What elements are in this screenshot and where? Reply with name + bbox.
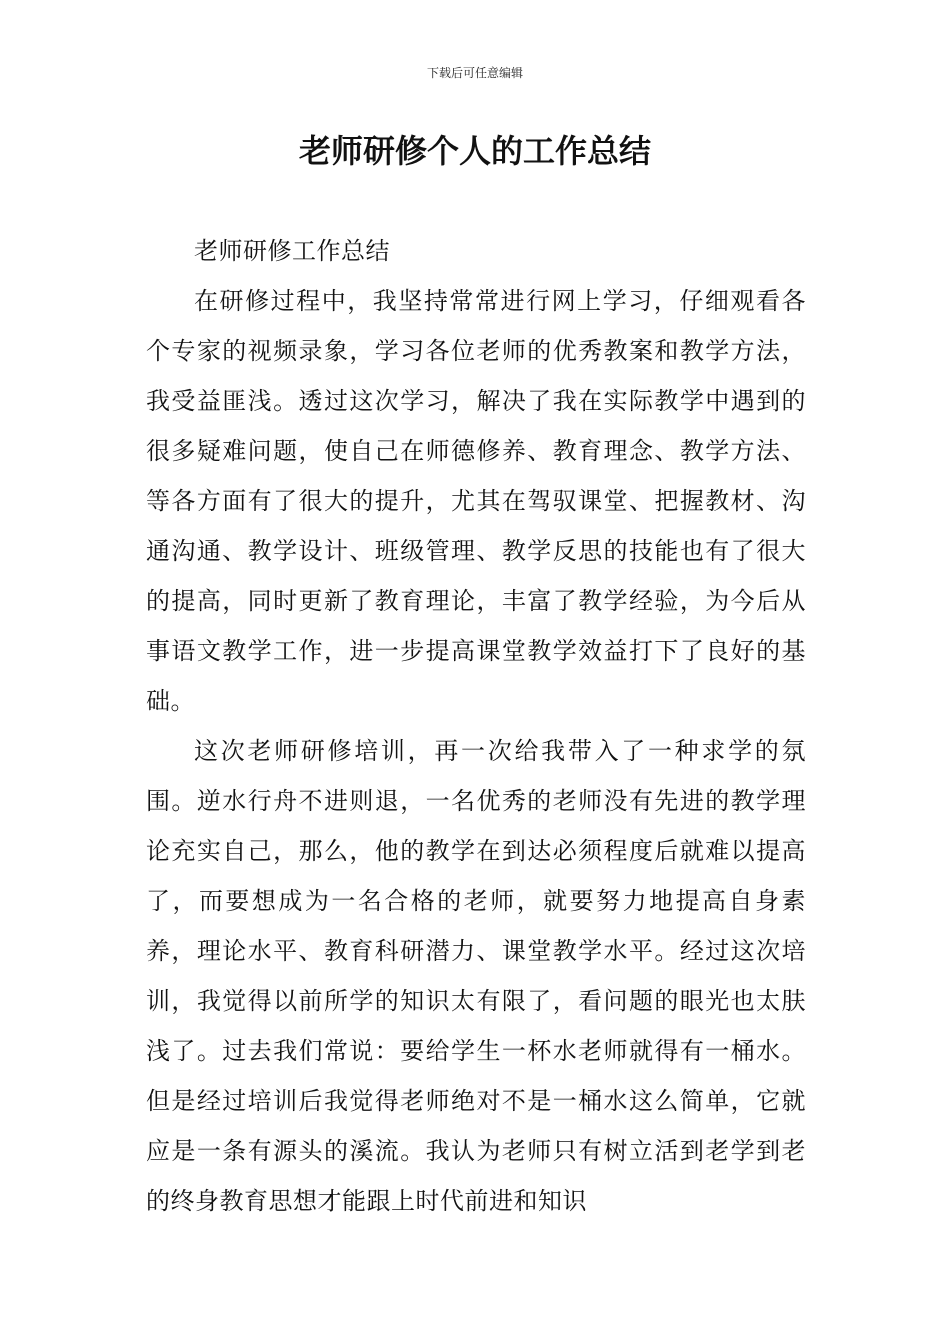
body-paragraph-2: 这次老师研修培训，再一次给我带入了一种求学的氛围。逆水行舟不进则退，一名优秀的老师没有先进的教学理论充实自己，那么，他的教学在到达必须程度后就难以提高了，而要想成为一名合格的老师，就要努力地提高自身素养，理论水平、教育科研潜力、课堂教学水平。经过这次培训，我觉得以前所学的知识太有限了，看问题的眼光也太肤浅了。过去我们常说：要给学生一杯水老师就得有一桶水。但是经过培训后我觉得老师绝对不是一桶水这么简单，它就应是一条有源头的溪流。我认为老师只有树立活到老学到老的终身教育思想才能跟上时代前进和知识 [146,737,806,1215]
document-body [146,226,806,1226]
page-header-note: 下载后可任意编辑 [426,66,523,80]
document-subtitle: 老师研修工作总结 [194,237,390,265]
document-title: 老师研修个人的工作总结 [298,132,651,170]
body-paragraph-1: 在研修过程中，我坚持常常进行网上学习，仔细观看各个专家的视频录象，学习各位老师的优秀教案和教学方法，我受益匪浅。透过这次学习，解决了我在实际教学中遇到的很多疑难问题，使自己在师德修养、教育理念、教学方法、等各方面有了很大的提升，尤其在驾驭课堂、把握教材、沟通沟通、教学设计、班级管理、教学反思的技能也有了很大的提高，同时更新了教育理论，丰富了教学经验，为今后从事语文教学工作，进一步提高课堂教学效益打下了良好的基础。 [146,287,806,715]
